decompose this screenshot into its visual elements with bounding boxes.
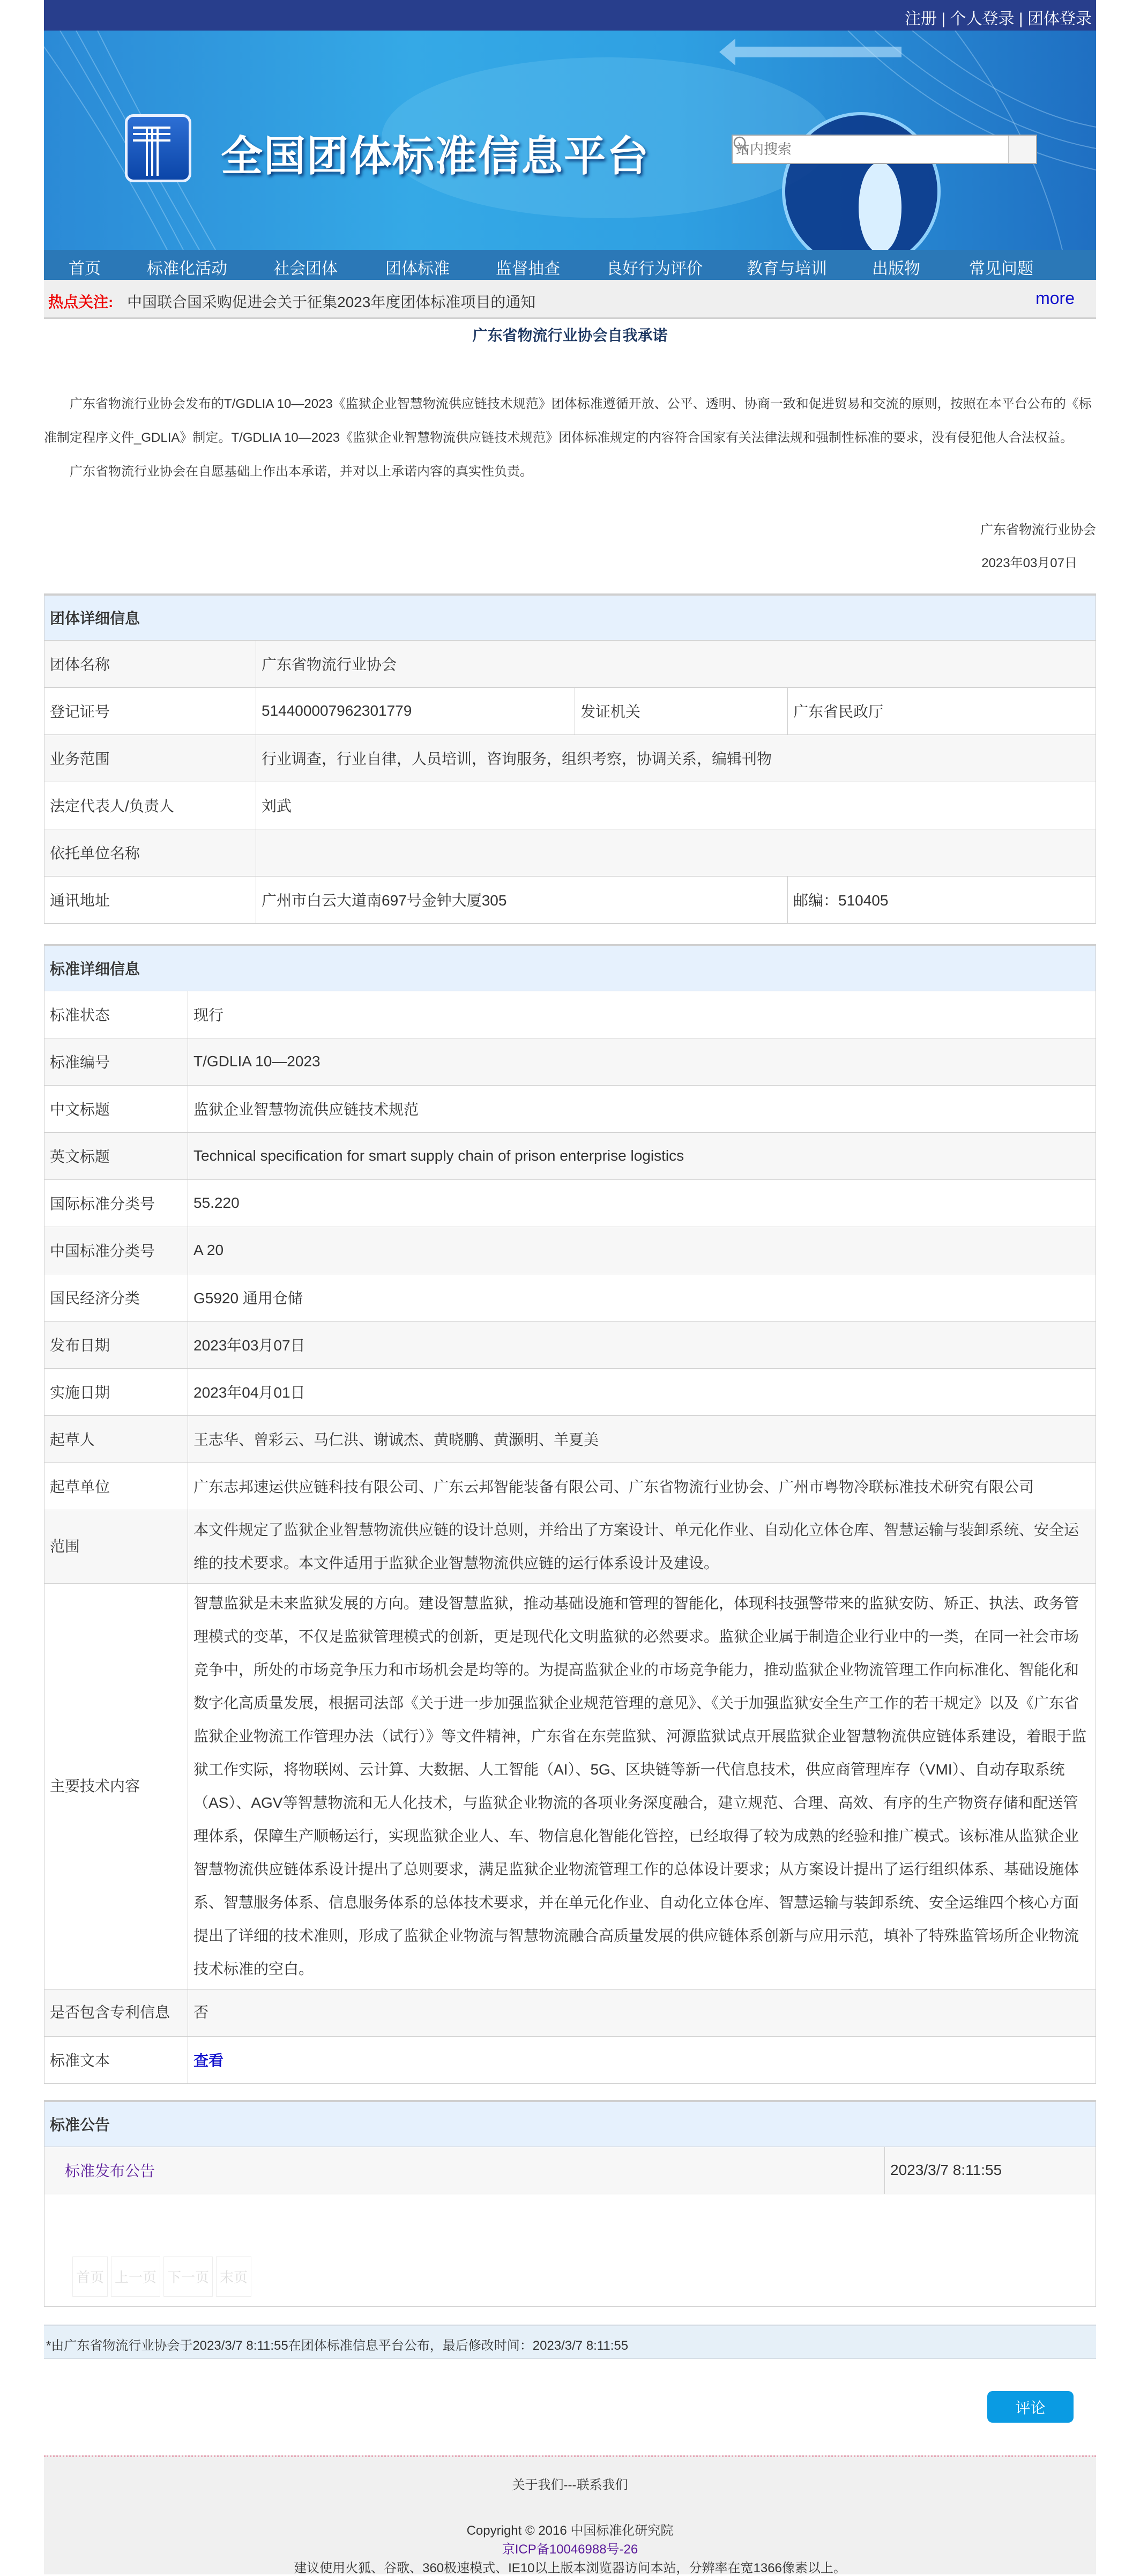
- group-login-link[interactable]: 团体登录: [1027, 10, 1092, 28]
- economic-classification: G5920 通用仓储: [188, 1274, 1096, 1321]
- personal-login-link[interactable]: 个人登录: [950, 10, 1015, 28]
- top-bar: [44, 0, 1096, 31]
- announcement-table: [44, 2100, 1096, 2307]
- header-banner: [44, 31, 1096, 250]
- field-label: 登记证号: [44, 687, 256, 734]
- search-icon[interactable]: [1008, 136, 1036, 163]
- comment-button[interactable]: 评论: [987, 2391, 1074, 2423]
- commitment-text: [44, 387, 1096, 488]
- field-label: 团体名称: [44, 640, 256, 687]
- prev-page-button[interactable]: 上一页: [111, 2256, 160, 2297]
- group-details-table: [44, 593, 1096, 924]
- site-title: 全国团体标准信息平台: [221, 132, 650, 180]
- section-heading: 团体详细信息: [44, 595, 1096, 640]
- field-label: 范围: [44, 1510, 188, 1583]
- copyright: Copyright © 2016 中国标准化研究院: [466, 2523, 674, 2538]
- publish-footnote: *由广东省物流行业协会于2023/3/7 8:11:55在团体标准信息平台公布，最后修改时间：2023/3/7 8:11:55: [44, 2325, 1096, 2359]
- nav-education[interactable]: 教育与培训: [747, 260, 827, 278]
- separator: |: [941, 10, 946, 28]
- separator: |: [1018, 10, 1023, 28]
- field-label: 通讯地址: [44, 876, 256, 923]
- commitment-date: 2023年03月07日: [981, 556, 1077, 570]
- page-title: 广东省物流行业协会自我承诺: [472, 327, 668, 344]
- nav-supervision[interactable]: 监督抽查: [496, 260, 560, 278]
- hot-label: 热点关注:: [48, 294, 114, 310]
- field-label: 发布日期: [44, 1321, 188, 1368]
- commitment-signer: 广东省物流行业协会: [980, 523, 1096, 537]
- standard-status: 现行: [188, 991, 1096, 1038]
- supporting-unit: [256, 829, 1096, 876]
- address: 广州市白云大道南697号金钟大厦305: [256, 876, 788, 923]
- footer-links[interactable]: 关于我们---联系我们: [512, 2478, 628, 2492]
- field-label: 标准编号: [44, 1038, 188, 1085]
- chinese-title: 监狱企业智慧物流供应链技术规范: [188, 1085, 1096, 1132]
- field-label: 是否包含专利信息: [44, 1989, 188, 2036]
- register-link[interactable]: 注册: [905, 10, 937, 28]
- pagination: [44, 2194, 1096, 2306]
- hot-news-link[interactable]: 中国联合国采购促进会关于征集2023年度团体标准项目的通知: [127, 294, 536, 310]
- field-label: 国民经济分类: [44, 1274, 188, 1321]
- field-label: 英文标题: [44, 1132, 188, 1179]
- standard-details-table: [44, 944, 1096, 2084]
- hot-news-bar: [44, 280, 1096, 319]
- field-label: 主要技术内容: [44, 1583, 188, 1989]
- more-link[interactable]: more: [1035, 288, 1075, 308]
- announcement-time: 2023/3/7 8:11:55: [885, 2147, 1096, 2194]
- english-title: Technical specification for smart supply chain of prison enterprise logistics: [188, 1132, 1096, 1179]
- business-scope: 行业调查，行业自律，人员培训，咨询服务，组织考察，协调关系，编辑刊物: [256, 734, 1096, 782]
- footer: [44, 2455, 1096, 2574]
- ccs-code: A 20: [188, 1227, 1096, 1274]
- logo-icon[interactable]: [125, 114, 191, 182]
- field-label: 起草人: [44, 1415, 188, 1463]
- drafting-units: 广东志邦速运供应链科技有限公司、广东云邦智能装备有限公司、广东省物流行业协会、广州市粤物冷联标准技术研究有限公司: [188, 1463, 1096, 1510]
- publish-date: 2023年03月07日: [188, 1321, 1096, 1368]
- section-heading: 标准详细信息: [44, 945, 1096, 991]
- site-search: [732, 135, 1037, 164]
- announcement-link[interactable]: 标准发布公告: [65, 2163, 155, 2179]
- field-label: 法定代表人/负责人: [44, 782, 256, 829]
- legal-representative: 刘武: [256, 782, 1096, 829]
- field-label: 中国标准分类号: [44, 1227, 188, 1274]
- drafters: 王志华、曾彩云、马仁洪、谢诚杰、黄晓鹏、黄灏明、羊夏美: [188, 1415, 1096, 1463]
- section-heading: 标准公告: [44, 2101, 1096, 2147]
- implement-date: 2023年04月01日: [188, 1368, 1096, 1415]
- field-label: 起草单位: [44, 1463, 188, 1510]
- ics-code: 55.220: [188, 1179, 1096, 1227]
- search-input[interactable]: [733, 136, 1008, 163]
- icp-link[interactable]: 京ICP备10046988号-26: [502, 2542, 638, 2557]
- group-name: 广东省物流行业协会: [256, 640, 1096, 687]
- field-label: 标准状态: [44, 991, 188, 1038]
- standard-number: T/GDLIA 10—2023: [188, 1038, 1096, 1085]
- nav-publications[interactable]: 出版物: [872, 260, 920, 278]
- field-label: 发证机关: [575, 687, 788, 734]
- commitment-paragraph: 广东省物流行业协会在自愿基础上作出本承诺，并对以上承诺内容的真实性负责。: [70, 464, 533, 479]
- issuing-authority: 广东省民政厅: [788, 687, 1096, 734]
- browser-tip: 建议使用火狐、谷歌、360极速模式、IE10以上版本浏览器访问本站，分辨率在宽1366像素以上。: [294, 2561, 846, 2575]
- last-page-button[interactable]: 末页: [216, 2256, 251, 2297]
- postal-code: 邮编：510405: [788, 876, 1096, 923]
- nav-good-behavior[interactable]: 良好行为评价: [606, 260, 703, 278]
- main-technical-content: 智慧监狱是未来监狱发展的方向。建设智慧监狱，推动基础设施和管理的智能化，体现科技强警带来的监狱安防、矫正、执法、政务管理模式的变革，不仅是监狱管理模式的创新，更是现代化文明监狱的必然要求。监狱企业属于制造企业行业中的一类，在同一社会市场竞争中，所处的市场竞争压力和市场机会是均等的。为提高监狱企业的市场竞争能力，推动监狱企业物流管理工作向标准化、智能化和数字化高质量发展，根据司法部《关于进一步加强监狱企业规范管理的意见》、《关于加强监狱安全生产工作的若干规定》以及《广东省监狱企业物流工作管理办法（试行）》等文件精神，广东省在东莞监狱、河源监狱试点开展监狱企业智慧物流供应链体系建设，着眼于监狱工作实际，将物联网、云计算、大数据、人工智能（AI）、5G、区块链等新一代信息技术，供应商管理库存（VMI）、自动存取系统（AS）、AGV等智慧物流和无人化技术，与监狱企业物流的各项业务深度融合，建立规范、合理、高效、有序的生产物资存储和配送管理体系，保障生产顺畅运行，实现监狱企业人、车、物信息化智能化管控，已经取得了较为成熟的经验和推广模式。该标准从监狱企业智慧物流供应链体系设计提出了总则要求，满足监狱企业物流管理工作的总体设计要求；从方案设计提出了运行组织体系、基础设施体系、智慧服务体系、信息服务体系的总体技术要求，并在单元化作业、自动化立体仓库、智慧运输与装卸系统、安全运维四个核心方面提出了详细的技术准则，形成了监狱企业物流与智慧物流融合高质量发展的供应链体系创新与应用示范，填补了特殊监管场所企业物流技术标准的空白。: [188, 1583, 1096, 1989]
- registration-number: 514400007962301779: [256, 687, 575, 734]
- field-label: 实施日期: [44, 1368, 188, 1415]
- main-nav: [44, 250, 1096, 280]
- field-label: 标准文本: [44, 2036, 188, 2083]
- field-label: 依托单位名称: [44, 829, 256, 876]
- nav-group-standards[interactable]: 团体标准: [385, 260, 450, 278]
- nav-standardization-activities[interactable]: 标准化活动: [147, 260, 227, 278]
- nav-home[interactable]: 首页: [69, 260, 101, 278]
- nav-social-groups[interactable]: 社会团体: [273, 260, 338, 278]
- view-standard-text-link[interactable]: 查看: [193, 2052, 224, 2069]
- first-page-button[interactable]: 首页: [72, 2256, 108, 2297]
- field-label: 国际标准分类号: [44, 1179, 188, 1227]
- field-label: 中文标题: [44, 1085, 188, 1132]
- next-page-button[interactable]: 下一页: [163, 2256, 213, 2297]
- nav-faq[interactable]: 常见问题: [969, 260, 1033, 278]
- field-label: 业务范围: [44, 734, 256, 782]
- commitment-paragraph: 广东省物流行业协会发布的T/GDLIA 10—2023《监狱企业智慧物流供应链技术规范》团体标准遵循开放、公平、透明、协商一致和促进贸易和交流的原则，按照在本平台公布的《标准制定程序文件_GDLIA》制定。T/GDLIA 10—2023《监狱企业智慧物流供应链技术规范》团体标准规定的内容符合国家有关法律法规和强制性标准的要求，没有侵犯他人合法权益。: [44, 397, 1092, 445]
- scope: 本文件规定了监狱企业智慧物流供应链的设计总则，并给出了方案设计、单元化作业、自动化立体仓库、智慧运输与装卸系统、安全运维的技术要求。本文件适用于监狱企业智慧物流供应链的运行体系设计及建设。: [188, 1510, 1096, 1583]
- patent-info: 否: [188, 1989, 1096, 2036]
